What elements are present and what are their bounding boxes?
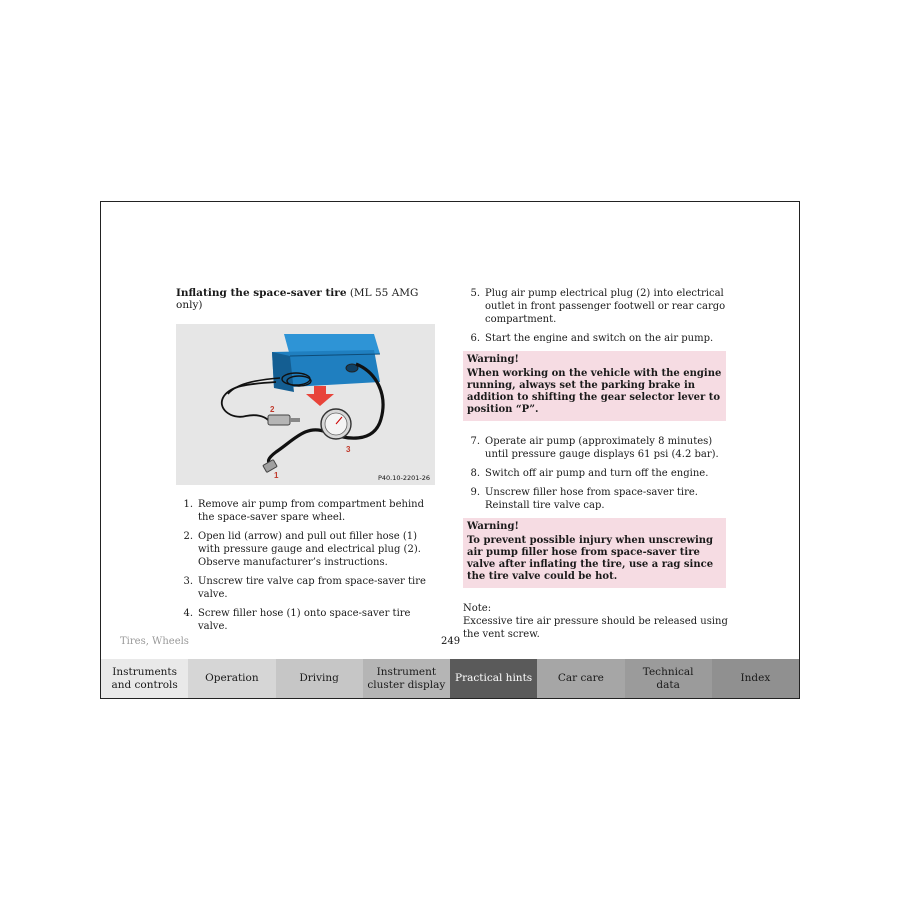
section-title-rest: (ML 55 AMG only)	[176, 287, 419, 311]
note-block	[463, 602, 728, 641]
step-text: Open lid (arrow) and pull out filler hose (1) with pressure gauge and electrical plug (2). Observe manufacturer’s instructions.	[198, 531, 421, 568]
step-text: Start the engine and switch on the air pump.	[485, 333, 714, 344]
warning-text: When working on the vehicle with the engine running, always set the parking brake in addition to shifting the gear selector lever to position “P”.	[467, 368, 722, 415]
step-item	[176, 607, 438, 633]
step-number: 1.	[183, 499, 193, 510]
manual-page	[100, 201, 800, 699]
step-number: 8.	[470, 468, 480, 479]
warning-text: To prevent possible injury when unscrewing air pump filler hose from space-saver tire valve after inflating the tire, use a rag since the tire valve could be hot.	[467, 535, 714, 582]
tab-instruments-and-controls[interactable]	[101, 659, 188, 698]
step-number: 9.	[470, 487, 480, 498]
tab-label: Car care	[557, 672, 604, 684]
step-text: Remove air pump from compartment behind the space-saver spare wheel.	[198, 499, 424, 523]
step-number: 7.	[470, 436, 480, 447]
step-item	[463, 287, 728, 326]
right-column	[463, 287, 728, 641]
steps-list-right-a	[463, 287, 728, 345]
tab-index[interactable]	[712, 659, 799, 698]
chapter-tab-bar	[101, 659, 799, 698]
steps-list-right-b	[463, 435, 728, 512]
note-text: Excessive tire air pressure should be released using the vent screw.	[463, 616, 728, 640]
warning-title: Warning!	[467, 521, 519, 532]
tab-label: Technical	[642, 665, 694, 678]
step-text: Switch off air pump and turn off the engine.	[485, 468, 709, 479]
step-item	[176, 575, 438, 601]
warning-box-parking-brake	[463, 351, 726, 421]
air-pump-illustration	[176, 324, 435, 485]
callout-1: 1	[274, 471, 279, 480]
step-text: Plug air pump electrical plug (2) into electrical outlet in front passenger footwell or rear cargo compartment.	[485, 288, 726, 325]
tab-car-care[interactable]	[537, 659, 624, 698]
step-item	[463, 332, 728, 345]
tab-label: Operation	[205, 672, 259, 684]
electrical-plug	[268, 415, 290, 425]
figure-code: P40.10-2201-26	[377, 474, 430, 482]
step-item	[463, 486, 728, 512]
tab-label: Instruments	[112, 665, 178, 678]
warning-box-hot-valve	[463, 518, 726, 588]
step-number: 2.	[183, 531, 193, 542]
tab-operation[interactable]	[188, 659, 275, 698]
step-text: Unscrew filler hose from space-saver tire. Reinstall tire valve cap.	[485, 487, 698, 511]
step-number: 3.	[183, 576, 193, 587]
step-item	[463, 467, 728, 480]
step-item	[176, 498, 438, 524]
air-pump-drawing	[176, 324, 435, 485]
note-label: Note:	[463, 603, 492, 614]
step-number: 5.	[470, 288, 480, 299]
callout-2: 2	[270, 405, 275, 414]
tab-instrument-cluster-display[interactable]	[363, 659, 450, 698]
step-text: Screw filler hose (1) onto space-saver tire valve.	[198, 608, 411, 632]
footer-section-title: Tires, Wheels	[120, 636, 189, 647]
page-number: 249	[441, 636, 461, 647]
step-text: Unscrew tire valve cap from space-saver tire valve.	[198, 576, 426, 600]
step-item	[176, 530, 438, 569]
arrow-icon	[306, 386, 334, 406]
tab-label: cluster display	[367, 678, 446, 691]
tab-label: Index	[740, 672, 771, 684]
left-column	[176, 287, 438, 639]
tab-practical-hints[interactable]	[450, 659, 537, 698]
tab-label: and controls	[111, 678, 178, 691]
tab-driving[interactable]	[276, 659, 363, 698]
tab-label: Instrument	[376, 665, 437, 678]
step-number: 4.	[183, 608, 193, 619]
tab-label: data	[656, 678, 680, 691]
tab-technical-data[interactable]	[625, 659, 712, 698]
section-title	[176, 287, 438, 311]
warning-title: Warning!	[467, 354, 519, 365]
step-text: Operate air pump (approximately 8 minutes) until pressure gauge displays 61 psi (4.2 bar).	[485, 436, 719, 460]
step-number: 6.	[470, 333, 480, 344]
callout-3: 3	[346, 445, 351, 454]
tab-label: Driving	[299, 672, 339, 684]
section-title-bold: Inflating the space-saver tire	[176, 287, 347, 299]
tab-label: Practical hints	[455, 672, 533, 684]
step-item	[463, 435, 728, 461]
steps-list-left	[176, 498, 438, 633]
